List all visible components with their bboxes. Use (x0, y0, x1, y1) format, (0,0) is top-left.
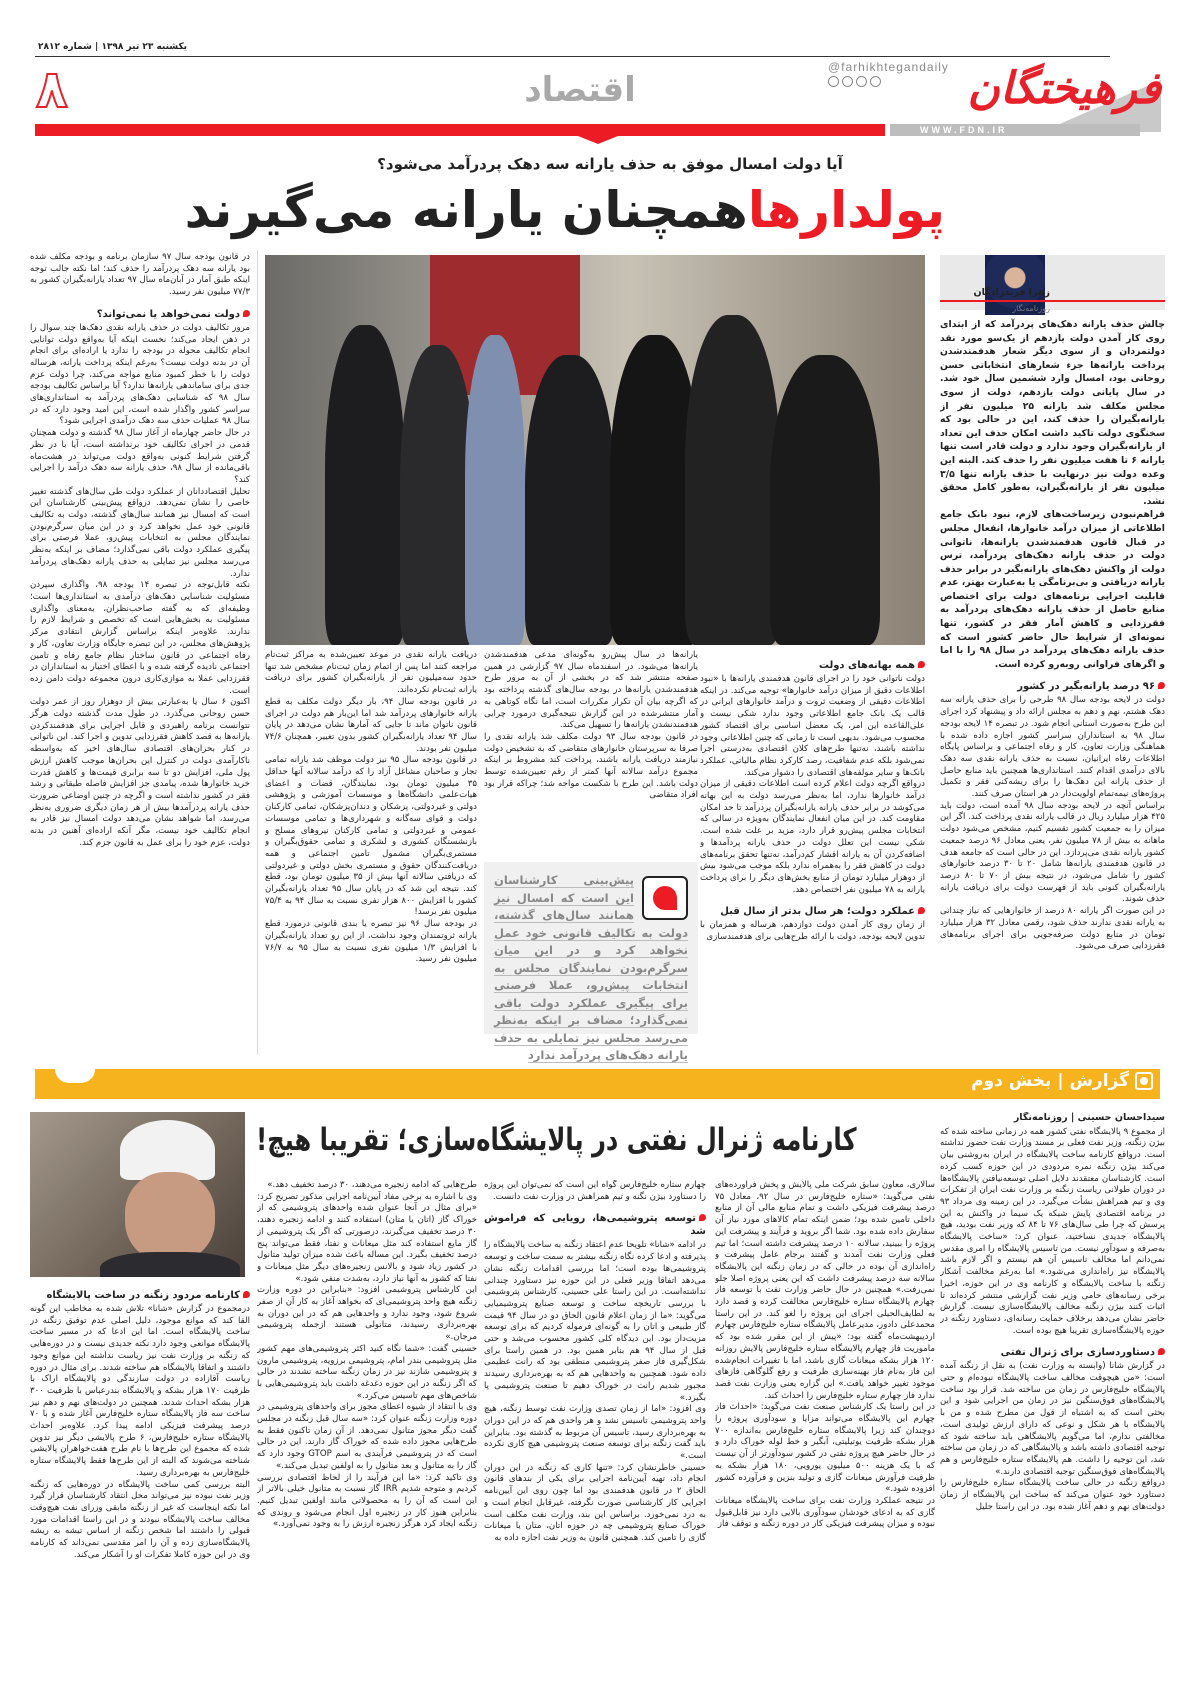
report-bar-notch (35, 1069, 125, 1099)
headline-black-part: همچنان یارانه می‌گیرند (184, 181, 748, 239)
section-red-bar (35, 124, 885, 136)
article-column-5 (30, 252, 250, 1055)
paragraph: براساس آنچه در لایحه بودجه سال ۹۸ آمده است، دولت باید ۴۲۵ هزار میلیارد ریال در قالب یارانه نقدی پرداخت کند. اگر این میزان را به جمعیت کشور تقسیم کنیم، مشخص می‌شود دولت ماهانه به بیش از ۷۸ میلیون نفر، یعنی معادل ۹۶ درصد جمعیت کشور یارانه نقدی می‌پردازد. این در حالی است که جامعه هدف در قانون هدفمندی یارانه‌ها شامل ۲۰ تا ۳۰ درصد خانوارهای کشور را شامل می‌شود، در نتیجه بیش از ۷۰ تا ۸۰ درصد یارانه‌بگیران کنونی باید از فهرست دولت برای دریافت یارانه حذف شوند. (940, 800, 1165, 905)
report-label-text: گزارش | بخش دوم (971, 1071, 1129, 1091)
article-column-2 (700, 650, 925, 1055)
paragraph: چالش حذف یارانه دهک‌های پردرآمد که از ابتدای روی کار آمدن دولت یازدهم از یک‌سو مورد نقد دولتمردان و از سوی دیگر شعار هدفمندشدن پرداخت یارانه‌ها جزء شعارهای انتخاباتی حسن روحانی بود، امسال وارد ششمین سال خود شد. در سال پایانی دولت یازدهم، دولت از سوی مجلس مکلف شد یارانه ۲۵ میلیون نفر از یارانه‌بگیران را حذف کند، این در حالی بود که سخنگوی دولت تاکید داشت امکان حذف این تعداد از یارانه‌بگیران وجود ندارد و دولت قادر است تنها یارانه ۶ تا هفت میلیون نفر را حذف کند. البته این وعده دولت نیز درنهایت با حذف یارانه تنها ۳/۵ میلیون نفر از یارانه‌بگیران، به‌طور کامل محقق نشد. (940, 319, 1165, 507)
helmet (120, 1120, 215, 1180)
newspaper-logo: فرهیختگان (967, 63, 1161, 114)
person-figure (465, 335, 525, 645)
face (125, 1172, 215, 1262)
subheading: توسعه پتروشیمی‌ها، رویایی که فراموش شد (484, 1213, 706, 1238)
person-figure (400, 345, 475, 645)
paragraph: در قانون بودجه سال ۹۷ سازمان برنامه و بودجه مکلف شده بود یارانه سه دهک پردرآمد را حذف کند؛ اما نکته جالب توجه اینکه طبق آمار در آبان‌ماه سال ۹۷ تعداد یارانه‌بگیران کشور به ۷۷/۳ میلیون نفر رسید. (30, 252, 250, 298)
divider (940, 300, 1165, 302)
page-number: ۸ (36, 60, 68, 120)
subheading: دستاوردسازی برای ژنرال نفتی (940, 1346, 1165, 1359)
paragraph: نکته قابل‌توجه در تبصره ۱۴ بودجه ۹۸، واگذاری سپردن مسئولیت شناسایی دهک‌های درآمدی به استانداری‌ها است؛ وظیفه‌ای که به گفته صاحب‌نظران، به‌معنای واگذاری مسئولیت به بخش‌هایی است که تخصص و شرایط لازم را ندارند. علاوه‌بر اینکه براساس گزارش انتقادی مرکز پژوهش‌های مجلس، در این تبصره جایگاه وزارت تعاون، کار و رفاه اجتماعی در قانون ساختار نظام جامع رفاه و تامین اجتماعی نادیده گرفته شده و با اعطای اختیار به استانداران در فقرزدایی عملا به موازی‌کاری درون مجموعه دولت دامن زده است. (30, 580, 250, 696)
paragraph: وی با انتقاد از شیوه اعطای مجوز برای واحدهای پتروشیمی در دوره وزارت زنگنه عنوان کرد: «سه سال قبل زنگنه در مجلس گفت دیگر مجوز متانول نمی‌دهد. از آن زمان تاکنون فقط به طرح‌هایی مجوز داده شده که خوراک گاز دارند. این در حالی است که در پتروشیمی فرآیندی به اسم GTOP وجود دارد که گاز را به متانول و بعد متانول را به اولفین تبدیل می‌کند.» (257, 1402, 477, 1471)
paragraph: وی افزود: «اما از زمان تصدی وزارت نفت توسط زنگنه، هیچ واحد پتروشیمی تاسیس نشد و هر واحدی هم که در این دوران به بهره‌برداری رسید، تاسیس آن مربوط به گذشته بود. بنابراین باید گفت زنگنه برای توسعه صنعت پتروشیمی هیچ کاری نکرده است.» (484, 1404, 706, 1462)
subheading: کارنامه مردود زنگنه در ساخت پالایشگاه (30, 1289, 250, 1302)
article-kicker: آیا دولت امسال موفق به حذف یارانه سه دهک پردرآمد می‌شود؟ (377, 155, 843, 173)
author-role: روزنامه‌نگار (1012, 304, 1050, 313)
headline-red-part: پولدارها (747, 181, 945, 239)
paragraph: تحلیل اقتصاددانان از عملکرد دولت طی سال‌های گذشته تغییر خاصی را نشان نمی‌دهد. درواقع پیش‌بینی کارشناسان این است که امسال نیز همانند سال‌های گذشته، دولت به تکالیف قانونی خود عمل نخواهد کرد و در این میان سرگرم‌بودن نمایندگان مجلس به انتخابات پیش‌رو، عملا فرصتی برای پیگیری عملکرد دولت باقی نمی‌گذارد؛ مضاف بر اینکه به‌نظر می‌رسد مجلس نیز تمایلی به حذف یارانه دهک‌های پردرآمد ندارد. (30, 486, 250, 579)
paragraph: فراهم‌نبودن زیرساخت‌های لازم، نبود بانک جامع اطلاعاتی از میزان درآمد خانوارها، انفعال مجلس در قبال قانون هدفمندشدن یارانه‌ها، ناتوانی دولت در حذف یارانه دهک‌های پردرآمد، ترس دولت از واکنش دهک‌های یارانه‌بگیر در برابر حذف یارانه دریافتی و بی‌برنامگی یا به‌عبارت بهتر، عدم قابلیت اجرایی برنامه‌های دولت برای اختصاص منابع حاصل از حذف یارانه دهک‌های پردرآمد به فقرزدایی و کاهش آمار فقر در کشور، تنها نمونه‌ای از شرایط حال حاضر کشور است که حذف یارانه دهک‌های پردرآمد در سال ۹۸ را با اما و اگرهای فراوانی روبه‌رو کرده است. (940, 509, 1165, 670)
article2-column-3 (484, 1180, 706, 1695)
section-title: اقتصاد (524, 70, 636, 110)
paragraph: درواقع اگرچه دولت اعلام کرده است اطلاعات دقیقی از میزان درآمد خانوارها ندارد، اما به‌نظر می‌رسد دولت به این بهانه می‌کوشد در برابر حذف یارانه یارانه‌بگیران پردرآمد تا حد امکان مقاومت کند. در این میان انفعال نمایندگان به‌ویژه در سالی که انتخابات مجلس پیش‌رو قرار دارد، مزید بر علت شده است. شکی نیست این تعلل دولت در حذف یارانه پردآمدها و اضافه‌کردن آن به یارانه اقشار کم‌درآمد، نه‌تنها تحقق برنامه‌های دولت در کاهش فقر را به‌همراه ندارد بلکه موجب می‌شود بیش از دوهزار میلیارد تومان از منابع بخش‌های دیگر را برای پرداخت یارانه به ۷۸ میلیون نفر اختصاص دهد. (700, 779, 925, 895)
website-bar: WWW.FDN.IR (890, 124, 1140, 136)
paragraph: البته بررسی کمی ساخت پالایشگاه در دوره‌هایی که زنگنه وزیر نفت نبوده نیز می‌تواند محل انتقاد کارشناسان قرار گیرد اما نکته اینجاست که غیر از زنگنه مابقی وزرای نفت هیچ‌وقت مخالف ساخت پالایشگاه نبودند و در این راستا اقدامات مورد قبولی را داشتند اما شخص زنگنه از اساس تیشه به ریشه پالایشگاه‌سازی زده و آن را امر مقدسی نمی‌داند که کارنامه وی در این حوزه کاملا تفکرات او را آشکار می‌کند. (30, 1479, 250, 1560)
paragraph: حسینی گفت: «شما نگاه کنید اکثر پتروشیمی‌های مهم کشور مثل پتروشیمی بندر امام، پتروشیمی برزویه، پتروشیمی مارون و پتروشیمی شازند نیز در زمان زنگنه ساخته نشدند در حالی که اگر زنگنه در این حوزه دغدغه داشت باید پتروشیمی‌هایی با شاخص‌های مهم تاسیس می‌کرد.» (257, 1343, 477, 1401)
social-handle: @farhikhtegandaily (828, 60, 949, 74)
article-column-4 (265, 650, 477, 1055)
paragraph: وی تاکید کرد: «ما این فرآیند را از لحاظ اقتصادی بررسی کردیم و متوجه شدیم IRR گاز نسبت به متانول خیلی بالاتر از این است که آن را به محصولاتی مانند اولفین تبدیل کنیم. بنابراین هنوز کار در زنجیره اول انجام می‌شود و روندی که زنگنه ایجاد کرد هرگز زنجیره ارزش را به وجود نمی‌آورد.» (257, 1472, 477, 1530)
instagram-icon (828, 76, 839, 87)
paragraph: درواقع زنگنه در حالی ساخت پالایشگاه ستاره خلیج‌فارس را دستاورد خود عنوان می‌کند که ساخت این پالایشگاه از زمان دولت‌های نهم و دهم آغاز شده بود. در این راستا جلیل (940, 1478, 1165, 1512)
author-name: زهرا فریدزادگان (973, 287, 1050, 298)
paragraph: از زمان روی کار آمدن دولت دوازدهم، هرساله و همزمان با تدوین لایحه بودجه، دولت با ارائه طرح‌هایی برای هدفمندسازی (700, 920, 925, 943)
person-figure (685, 315, 780, 645)
pull-quote-text: پیش‌بینی کارشناسان این است که امسال نیز همانند سال‌های گذشته، دولت به تکالیف قانونی خود عمل نخواهد کرد و در این میان سرگرم‌بودن نمایندگان مجلس به انتخابات پیش‌رو، عملا فرصتی برای پیگیری عملکرد دولت باقی نمی‌گذارد؛ مضاف بر اینکه به‌نظر می‌رسد مجلس نیز تمایلی به حذف یارانه دهک‌های پردرآمد ندارد (494, 873, 688, 1062)
subheading: دولت نمی‌خواهد یا نمی‌تواند؟ (30, 308, 250, 321)
person-figure (325, 325, 405, 645)
paragraph: یارانه‌ها در سال پیش‌رو به‌گونه‌ای مدعی هدفمندشدن یارانه‌ها می‌شود. در اسفندماه سال ۹۷ گزارشی در همین صفحه منتشر شد که در بخشی از آن به مرور طرح هدفمندشدن یارانه‌ها در بودجه سال‌های گذشته پرداخته بود که اگرچه بیان آن تکرار مکررات است، اما نگاه کوتاهی به آمار منتشرشده در این گزارش نتیجه‌گیری درمورد چرایی هدفمندنشدن یارانه‌ها را تسهیل می‌کند. (484, 650, 698, 731)
minister-photo (30, 1112, 245, 1277)
paragraph: در قانون بودجه سال ۹۳ دولت مکلف شد یارانه نقدی را صرفا به سرپرستان خانوارهای متقاضی که به تشخیص دولت نیازمند دریافت یارانه باشند، پرداخت کند مشروط بر اینکه مجموع درآمد سالانه آنها کمتر از رقم تعیین‌شده توسط دولت باشد. این طرح با شکست مواجه شد؛ چراکه قرار بود افراد متقاضی (484, 731, 698, 801)
paragraph: اکنون ۶ سال یا به‌عبارتی بیش از دوهزار روز از عمر دولت حسن روحانی می‌گذرد. در طول مدت گذشته دولت هرگز نتوانست برنامه راهبردی و قابل اجرایی برای هدفمندکردن یارانه‌ها به قصد کاهش فقرزدایی تدوین و اجرا کند. این ناتوانی در کنار بحران‌های اقتصادی سال‌های اخیر که به‌واسطه ناکارآمدی دولت در کنترل این بحران‌ها موجب کاهش ارزش پول ملی، افزایش دو تا سه برابری قیمت‌ها و کاهش قدرت خرید خانوارها شده، پیامدی جز افزایش فاصله طبقاتی و رشد فقر در کشور نداشته است و اگرچه در چنین اوضاعی ضرورت حذف یارانه پردرآمدها بیش از هر زمان دیگری ضروری به‌نظر می‌رسد، اما شواهد نشان می‌دهد دولت امسال نیز قادر به انجام تکالیف خود نیست، مگر آنکه اراده‌ای آهنین در بدنه دولت، عزم خود را برای عمل به قانون جزم کند. (30, 697, 250, 848)
article-photo (265, 255, 925, 645)
paragraph: دولت در لایحه بودجه سال ۹۸ طرحی را برای حذف یارانه سه دهک هشتم، نهم و دهم به مجلس ارائه داد و پیشنهاد کرد اجرای این طرح به‌صورت استانی انجام شود. در تبصره ۱۴ لایحه بودجه سال ۹۸ به استانداران سراسر کشور اجازه داده شده با هماهنگی وزارت تعاون، کار و رفاه اجتماعی و براساس پایگاه اطلاعات رفاه ایرانیان، نسبت به حذف یارانه نقدی سه دهک بالای درآمدی اقدام کنند. استانداری‌ها همچنین باید منابع حاصل از حذف یارانه این دهک‌ها را برای ریشه‌کنی فقر و تکمیل پروژه‌های نیمه‌تمام اولویت‌دار در هر استان صرف کنند. (940, 695, 1165, 800)
paragraph: وی با اشاره به برخی مفاد آیین‌نامه اجرایی مذکور تصریح کرد: «برای مثال در آنجا عنوان شده واحدهای پتروشیمی که از خوراک گاز (اتان یا متان) استفاده کنند و ادامه زنجیره دهند، ۳۰ درصد تخفیف می‌گیرند، درصورتی که اگر یک پتروشیمی از گاز مایع استفاده کند مثل میعانات و نفتا، فقط می‌تواند پنج درصد تخفیف بگیرد. این مساله باعث شده میزان تولید متانول در کشور زیاد شود و بالانس زنجیره‌های دیگر مثل میعانات و نفتا که کشور به آنها نیاز دارد، به‌شدت منفی شود.» (257, 1191, 477, 1284)
paragraph: مرور تکالیف دولت در حذف یارانه نقدی دهک‌ها چند سوال را در ذهن ایجاد می‌کند؛ نخست اینکه آیا به‌واقع دولت توانایی انجام تکالیف محوله در بودجه را ندارد یا اراده‌ای برای انجام آن در بدنه دولت نیست؟ به‌رغم اینکه پرداخت یارانه، هرساله دولت را با خطر کمبود منابع مواجه می‌کند، چرا دولت عزم جدی برای ساماندهی یارانه‌ها ندارد؟ آیا براساس تکالیف بودجه سال ۹۸ که شناسایی دهک‌های پردرآمد به استانداری‌های سراسر کشور واگذار شده است، این امید وجود دارد که در سال ۹۸ عملیات حذف سه دهک درآمدی اجرایی شود؟ (30, 322, 250, 427)
article2-column-4 (257, 1180, 477, 1695)
article2-column-2 (715, 1180, 935, 1695)
paragraph: این کارشناس پتروشیمی افزود: «بنابراین در دوره وزارت زنگنه هیچ واحد پتروشیمی‌ای که بخواهد آغاز به کار آن از صفر شروع شود، وجود ندارد و واحدهایی هم که در این دوران به بهره‌برداری رسیدند، متانولی هستند ازجمله پتروشیمی مرجان.» (257, 1285, 477, 1343)
red-bar-notch (578, 136, 618, 144)
paragraph: در این صورت اگر یارانه ۸۰ درصد از خانوارهایی که نیاز چندانی به یارانه نقدی ندارند حذف شود، رقمی معادل ۳۲ هزار میلیارد تومان در منابع دولت صرفه‌جویی برای اجرای برنامه‌های فقرزدایی صرف می‌شود. (940, 906, 1165, 952)
divider (35, 56, 1110, 57)
paragraph: از مجموع ۹ پالایشگاه نفتی کشور همه در زمانی ساخته شده که بیژن زنگنه، وزیر نفت فعلی بر مسند وزارت نفت حضور نداشته است. درواقع کارنامه ساخت پالایشگاه در ایران به‌روشنی بیان می‌کند بیژن زنگنه نمره مردودی در این حوزه کسب کرده است. کارشناسان معتقدند دلایل اصلی توسعه‌نیافتن پالایشگاه‌ها در دوران طولانی ریاست زنگنه بر وزارت نفت ایران از تفکرات وی و تیم همراهش نشأت می‌گیرد. در این زمینه وی مرداد ۹۳ در برنامه اقتصادی پایش شبکه یک سیما در واکنش به این پرسش که چرا طی سال‌های ۷۶ تا ۸۴ که وزیر نفت بودید، هیچ پالایشگاه جدیدی نساختید، عنوان کرد: «ساخت پالایشگاه به‌صرفه و سودآور نیست. من تاسیس پالایشگاه را امری مقدس نمی‌دانم اما مخالف تاسیس آن هم نیستم و اگر لازم باشد پالایشگاه نیز راه‌اندازی می‌شود.» اما به‌رغم مخالفت آشکار زنگنه با ساخت پالایشگاه و کارنامه وی در این حوزه، اخیرا برخی رسانه‌های حامی وزیر نفت گزارشی منتشر کرده‌اند تا اثبات کنند بیژن زنگنه مخالف پالایشگاه‌سازی نیست. گزارش حاضر نشان می‌دهد برخلاف حمایت رسانه‌ای، دستاورد زنگنه در حوزه پالایشگاه‌سازی تقریبا هیچ بوده است. (940, 1126, 1165, 1336)
pull-quote (484, 862, 698, 1062)
paragraph: حسینی خاطرنشان کرد: «تنها کاری که زنگنه در این دوران انجام داد، تهیه آیین‌نامه اجرایی برای یکی از بندهای قانون الحاق ۲ در قانون هدفمندی بود اما چون روی این آیین‌نامه اجرایی کار کارشناسی صورت نگرفته، غیرقابل انجام است و به درد نمی‌خورد. براساس این بند، وزارت نفت مکلف است خوراک صنایع پتروشیمی چه در حوزه اتان، متان یا میعانات گازی را تامین کند. همچنین قانون به وزیر نفت اجازه داده به (484, 1462, 706, 1543)
paragraph: در بودجه سال ۹۶ نیز تبصره یا بندی قانونی درمورد قطع یارانه ثروتمندان وجود نداشت، از این رو تعداد یارانه‌بگیران با افزایش ۱/۳ میلیون نفری نسبت به سال ۹۵ به ۷۶/۷ میلیون نفر رسید. (265, 919, 477, 965)
article2-column-5 (30, 1280, 250, 1695)
article2-column-1-body (940, 1127, 1165, 1514)
subheading: عملکرد دولت؛ هر سال بدتر از سال قبل (700, 905, 925, 918)
paragraph: دریافت یارانه نقدی در موعد تعیین‌شده به مراکز ثبت‌نام مراجعه کنند اما پس از اتمام زمان ثبت‌نام مشخص شد تنها حدود سه‌میلیون نفر از یارانه‌بگیران کشور برای دریافت یارانه ثبت‌نام نکرده‌اند. (265, 650, 477, 696)
suit (100, 1252, 240, 1277)
paragraph: در گزارش شانا (وابسته به وزارت نفت) به نقل از زنگنه آمده است: «من هیچوقت مخالف ساخت پالایشگاه نبوده‌ام و حتی پالایشگاه خلیج‌فارس در زمان من ساخته شد. قرار بود ساخت پالایشگاه‌های فوق‌سنگین نیز در زمان من اجرایی شود و این بحثی است که به اشتباه از قول من مطرح شده و من با پالایشگاه با هر شکل و نوعی که دارای ارزش تولیدی است، مخالفتی ندارم، اما می‌گویم پالایشگاهی باید ساخته شود که توجیه اقتصادی داشته باشد و پالایشگاهی که در زمان من ساخته شد، این توجیه را داشت. هم پالایشگاه ستاره خلیج‌فارس و هم پالایشگاه‌های فوق‌سنگین توجیه اقتصادی دارند.» (940, 1361, 1165, 1477)
paragraph: طرح‌هایی که ادامه زنجیره می‌دهند، ۳۰ درصد تخفیف دهد.» (267, 1180, 477, 1190)
report-icon (1135, 1072, 1153, 1090)
subheading: ۹۶ درصد یارانه‌بگیر در کشور (940, 680, 1165, 693)
date-issue: یکشنبه ۲۳ تیر ۱۳۹۸ | شماره ۲۸۱۲ (38, 42, 188, 52)
paragraph: در قانون بودجه سال ۹۵ نیز دولت موظف شد یارانه تمامی تجار و صاحبان مشاغل آزاد را که درآمد سالانه آنها حداقل ۳۵ میلیون تومان بود، نمایندگان، قضات و اعضای هیات‌علمی دانشگاه‌ها و موسسات آموزشی و پژوهشی دولتی و غیردولتی، پزشکان و دندان‌پزشکان، تمامی کارکنان دولت و قوای سه‌گانه و شهرداری‌ها و تمامی موسسات عمومی و غیردولتی و تمامی کارکنان نیروهای مسلح و بازنشستگان کشوری و لشکری و تمامی حقوق‌بگیران و مستمری‌بگیران مشمول تامین اجتماعی و همه دریافت‌کنندگان حقوق و مستمری بخش دولتی و غیردولتی که دریافتی سالانه آنها بیش از ۳۵ میلیون تومان بود، قطع کند. نتیجه این شد که در پایان سال ۹۵ تعداد یارانه‌بگیران کشور با افزایش ۸۰۰ هزار نفری نسبت به سال ۹۴ به ۷۵/۴ میلیون نفر برسد! (265, 755, 477, 918)
column-rule (257, 250, 258, 1055)
social-icons (828, 76, 881, 87)
paragraph: در نتیجه عملکرد وزارت نفت برای ساخت پالایشگاه میعانات گازی که به ادعای خودشان سودآوری بالایی دارد نیز قابل‌قبول نبوده و میزان پیشرفت فیزیکی کار در دوره زنگنه و توقف فاز (715, 1495, 935, 1530)
article-column-3 (484, 650, 698, 855)
person-figure (770, 355, 880, 645)
article2-column-1 (940, 1112, 1165, 1697)
paragraph: در حال حاضر چهارماه از آغاز سال ۹۸ گذشته و دولت همچنان قدمی در اجرای تکالیف خود برنداشته است، آیا با در نظر گرفتن شرایط کنونی به‌واقع دولت می‌تواند در هشت‌ماه باقی‌مانده از سال ۹۸، حذف یارانه سه دهک درآمد را اجرایی کند؟ (30, 428, 250, 485)
paragraph: در قانون بودجه سال ۹۴، بار دیگر دولت مکلف به قطع یارانه خانوارهای پردرآمد شد اما این‌بار هم دولت در اجرای قانون ناتوان ماند تا جایی که آمارها نشان می‌دهد در پایان سال ۹۴ تعداد یارانه‌بگیران کشور بدون تغییر، همچنان ۷۴/۶ میلیون نفر بودند. (265, 696, 477, 754)
paragraph: دولت ناتوانی خود را در اجرای قانون هدفمندی یارانه‌ها با «نبود اطلاعات دقیق از میزان درآمد خانوارها» توجیه می‌کند. در اینکه اطلاعات دقیقی از وضعیت ثروت و درآمد خانوارهای ایرانی در قالب یک بانک جامع اطلاعاتی وجود ندارد شکی نیست و علی‌القاعده این امر، یک معضل اساسی برای اقتصاد کشور محسوب می‌شود. بدیهی است تا زمانی که چنین اطلاعاتی وجود نداشته باشند، نه‌تنها طرح‌های کلان اقتصادی به‌درستی اجرا نمی‌شود بلکه عدم شفافیت، رصد کارکرد نظام مالیاتی، عملکرد بانک‌ها و سایر مولفه‌های اقتصادی را دشوار می‌کند. (700, 674, 925, 778)
subheading: همه بهانه‌های دولت (700, 659, 925, 672)
paragraph: درمجموع در گزارش «شانا» تلاش شده به مخاطب این گونه القا کند که موانع موجود، دلیل اصلی عدم توفیق زنگنه در ساخت پالایشگاه است. اما این ادعا که در مسیر ساخت پالایشگاه موانعی وجود دارد نکته جدیدی نیست و در دوره‌هایی که زنگنه بر وزارت نفت نیز ریاست نداشته این موانع وجود داشتند و اتفاقا پالایشگاه هم ساخته شدند. برای مثال در دوره ریاست آقازاده در دولت سازندگی دو پالایشگاه اراک با ظرفیت ۱۷۰ هزار بشکه و پالایشگاه بندرعباس با ظرفیت ۳۰۰ هزار بشکه احداث شدند. همچنین در دولت‌های نهم و دهم نیز ساخت سه فاز پالایشگاه ستاره خلیج‌فارس آغاز شده و با ۷۰ درصد پیشرفت فیزیکی ادامه پیدا کرد. علاوه‌بر احداث پالایشگاه ستاره خلیج‌فارس، ۶ طرح پالایشی دیگر نیز تدوین شده که مجموع این طرح‌ها با نام طرح هفت‌خواهران پالایشی شناخته می‌شوند که البته از این طرح‌ها فقط پالایشگاه ستاره خلیج‌فارس به بهره‌برداری رسید. (30, 1304, 250, 1478)
paragraph: در این راستا یک کارشناس صنعت نفت می‌گوید: «احداث فاز چهارم این پالایشگاه می‌تواند مزایا و سودآوری پروژه را دوچندان کند زیرا پالایشگاه ستاره خلیج‌فارس به‌اندازه ۷۰۰ هزار بشکه ظرفیت یوتیلیتی، آبگیر و خط لوله خوراک دارد و در حال حاضر هیچ پروژه نفتی در کشور سودآورتر از آن نیست که با یک هزینه ۵۰۰ میلیون یورویی، ۱۸۰ هزار بشکه به ظرفیت فرآورش میعانات گازی و تولید بنزین و فرآورده کشور افزوده شود.» (715, 1402, 935, 1495)
eitaa-icon (870, 76, 881, 87)
article-headline (184, 178, 945, 242)
article2-byline: سیداحسان حسینی | روزنامه‌نگار (1013, 1112, 1165, 1123)
person-figure (525, 355, 615, 645)
article2-headline: کارنامه ژنرال نفتی در پالایشگاه‌سازی؛ تقریبا هیچ! (256, 1122, 857, 1158)
paragraph: چهارم ستاره خلیج‌فارس گواه این است که نمی‌توان این پروژه را دستاورد بیژن نگنه و تیم همراهش در وزارت نفت دانست. (484, 1180, 706, 1202)
paragraph: سالاری، معاون سابق شرکت ملی پالایش و پخش فرآورده‌های نفتی می‌گوید: «ستاره خلیج‌فارس در سال ۹۲، معادل ۷۵ درصد پیشرفت فیزیکی داشت و تمام منابع مالی آن از منابع داخلی تامین شده بود؛ ضمن اینکه تمام کالاهای مورد نیاز آن سفارش داده شده بود. شما اگر بروید و فرآیند و پیشرفت این پروژه را ببینید، سالانه ۱۰ درصد پیشرفت داشته است؛ اما تیم فعلی وزارت نفت آمدند و گفتند برجام عامل پیشرفت و راه‌اندازی آن بوده در حالی که در زمان زنگنه این پالایشگاه سالانه سه درصد پیشرفت داشت که این یعنی پروژه اصلا جلو نمی‌رفت.» همچنین در حال حاضر وزارت نفت با توسعه فاز چهارم پالایشگاه ستاره خلیج‌فارس مخالفت کرده و قصد دارد به لطایف‌الحیلی اجرای این پروژه را لغو کند. در این راستا محمدعلی دادور، مدیرعامل پالایشگاه ستاره خلیج‌فارس چهارم اردیبهشت‌ماه گفته بود: «پیش از این مقرر شده بود که ماموریت فاز چهارم پالایشگاه ستاره خلیج‌فارس پالایش روزانه ۱۲۰ هزار بشکه میعانات گازی باشد، اما با تغییرات انجام‌شده این فاز به‌نام فاز بهینه‌سازی ظرفیت و رفع گلوگاهی فازهای موجود تغییر خواهد یافت.» این گزاره یعنی وزارت نفت قصد ندارد فاز چهارم ستاره خلیج‌فارس را احداث کند. (715, 1180, 935, 1401)
quote-icon (642, 876, 688, 920)
twitter-icon (856, 76, 867, 87)
report-label (971, 1071, 1153, 1091)
paragraph: در ادامه «شانا» تلویحا عدم اعتقاد زنگنه به ساخت پالایشگاه را پذیرفته و ادعا کرده نگاه زنگنه بیشتر به سمت ساخت و توسعه پتروشیمی‌ها بوده است؛ اما بررسی اقدامات زنگنه نشان می‌دهد اتفاقا وزیر فعلی در این حوزه نیز دستاورد چندانی نداشته‌است. در این راستا علی حسینی، کارشناس پتروشیمی با بررسی تاریخچه ساخت و توسعه صنایع پتروشیمیایی می‌گوید: «ما از زمان اعلام قانون الحاق دو در سال ۹۴ قیمت گاز طبیعی و اتان را به گونه‌ای فرموله کردیم که برای توسعه مزیت‌دار بود. این دیدگاه کلی کشور محسوب می‌شد و حتی قبل از سال ۹۴ هم بنابر همین بود. در همین راستا برای شکل‌گیری فاز صفر پتروشیمی منطقی بود که رانت عظیمی داده شود. همچنین به واحدهایی هم که به بهره‌برداری رسیدند مجبور شدیم رانت در خوراک دهیم تا صنعت پتروشیمی پا بگیرد.» (484, 1240, 706, 1403)
telegram-icon (842, 76, 853, 87)
article-column-1 (940, 318, 1165, 1053)
